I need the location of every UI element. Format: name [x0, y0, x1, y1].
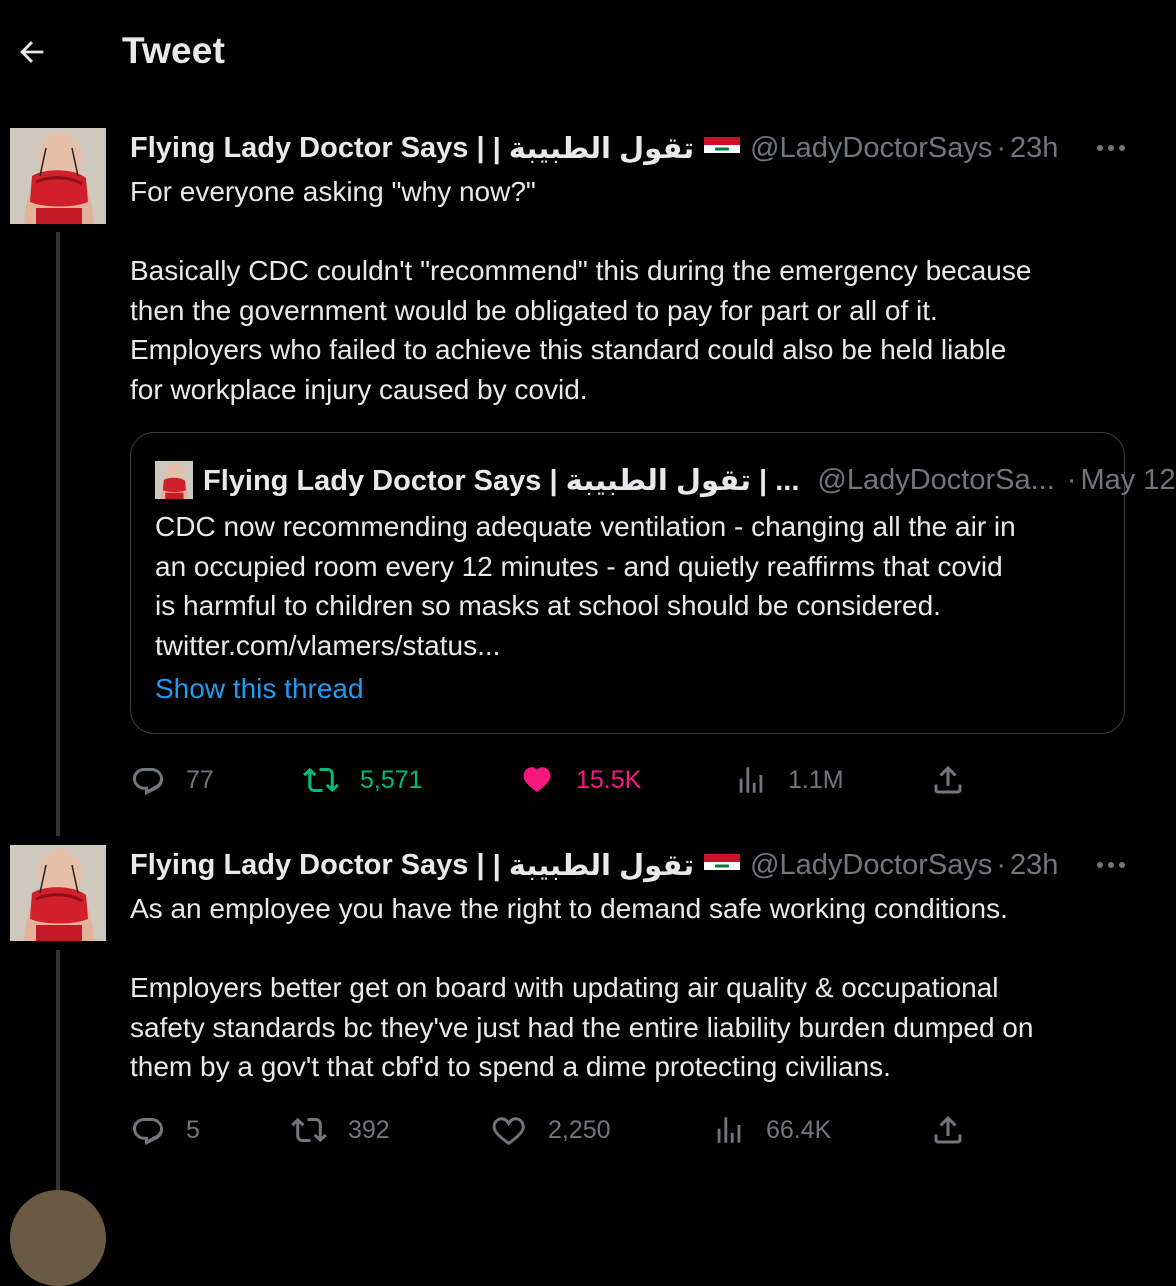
reply-count: 77 [186, 765, 214, 794]
like-button[interactable] [518, 758, 641, 802]
quoted-author-name: Flying Lady Doctor Says | تقول الطبيبة | ... [203, 464, 800, 497]
tweet-text-line: them by a gov't that cbf'd to spend a dime protecting civilians. [130, 1051, 891, 1082]
retweet-icon [290, 1112, 328, 1148]
tweet-text-line: Employers better get on board with updating air quality & occupational [130, 972, 999, 1003]
more-icon [1096, 144, 1126, 152]
tweet-text [130, 172, 1130, 409]
avatar[interactable] [10, 128, 106, 224]
author-name[interactable]: Flying Lady Doctor Says | [130, 848, 485, 881]
back-arrow-icon [15, 35, 49, 69]
tweet-actions [130, 1108, 1130, 1152]
back-button[interactable] [14, 34, 50, 70]
like-button[interactable] [490, 1108, 611, 1152]
avatar[interactable] [10, 845, 106, 941]
views-icon [712, 1113, 746, 1147]
iraq-flag-icon [704, 853, 740, 877]
tweet-text-line: for workplace injury caused by covid. [130, 373, 588, 405]
like-count: 15.5K [576, 765, 642, 794]
page-title: Tweet [122, 30, 226, 71]
next-tweet-avatar[interactable] [10, 1190, 106, 1286]
quoted-timestamp: May 12 [1080, 463, 1176, 496]
retweet-icon [302, 762, 340, 798]
views-button[interactable] [734, 758, 844, 802]
thread-line [56, 232, 60, 836]
quoted-author-handle: @LadyDoctorSa... [817, 463, 1055, 496]
iraq-flag-icon [704, 136, 740, 160]
quoted-text-line: is harmful to children so masks at school should be considered. [155, 590, 941, 621]
author-handle[interactable]: @LadyDoctorSays [750, 131, 993, 164]
tweet-text-line: safety standards bc they've just had the entire liability burden dumped on [130, 1011, 1034, 1043]
reply-count: 5 [186, 1115, 200, 1144]
separator-dot: · [1066, 463, 1077, 496]
share-button[interactable] [930, 758, 986, 802]
timestamp[interactable]: 23h [1010, 131, 1059, 164]
quoted-tweet-text [155, 507, 1105, 665]
author-name-arabic[interactable]: تقول الطبيبة | [492, 132, 695, 165]
quoted-tweet[interactable] [130, 432, 1176, 734]
views-count: 66.4K [766, 1115, 832, 1144]
retweet-count: 392 [348, 1115, 390, 1144]
like-count: 2,250 [548, 1115, 611, 1144]
quoted-text-line: CDC now recommending adequate ventilation - changing all the air in [155, 511, 1016, 542]
quoted-text-line: an occupied room every 12 minutes - and quietly reaffirms that covid [155, 550, 1003, 582]
timestamp[interactable]: 23h [1010, 848, 1059, 881]
separator-dot: · [996, 131, 1006, 164]
paragraph-gap [130, 212, 1130, 252]
thread-line [56, 950, 60, 1190]
quoted-avatar [155, 461, 193, 499]
quoted-tweet-header [155, 460, 1176, 500]
show-thread-link[interactable]: Show this thread [155, 673, 364, 704]
more-icon [1096, 861, 1126, 869]
tweet-text-line: then the government would be obligated to pay for part or all of it. [130, 294, 938, 326]
like-icon [490, 1112, 528, 1148]
share-icon [930, 1112, 966, 1148]
header [0, 0, 1149, 105]
tweet-actions [130, 758, 1130, 802]
tweet-text-line: Basically CDC couldn't "recommend" this during the emergency because [130, 255, 1032, 286]
share-button[interactable] [930, 1108, 986, 1152]
share-icon [930, 762, 966, 798]
views-count: 1.1M [788, 765, 844, 794]
tweet-text-line: Employers who failed to achieve this standard could also be held liable [130, 334, 1007, 365]
separator-dot: · [996, 848, 1006, 881]
paragraph-gap [130, 929, 1130, 969]
like-icon [518, 762, 556, 798]
tweet-header [130, 845, 1058, 885]
views-icon [734, 763, 768, 797]
tweet-header [130, 128, 1058, 168]
tweet-text-line: For everyone asking "why now?" [130, 176, 536, 207]
author-name-arabic[interactable]: تقول الطبيبة | [492, 849, 695, 882]
author-handle[interactable]: @LadyDoctorSays [750, 848, 993, 881]
more-button[interactable] [1094, 850, 1128, 880]
reply-button[interactable] [130, 758, 214, 802]
tweet-text-line: As an employee you have the right to demand safe working conditions. [130, 893, 1008, 924]
retweet-count: 5,571 [360, 765, 423, 794]
views-button[interactable] [712, 1108, 831, 1152]
reply-icon [130, 762, 166, 798]
retweet-button[interactable] [290, 1108, 390, 1152]
more-button[interactable] [1094, 133, 1128, 163]
author-name[interactable]: Flying Lady Doctor Says | [130, 131, 485, 164]
tweet-text [130, 889, 1130, 1087]
reply-button[interactable] [130, 1108, 200, 1152]
retweet-button[interactable] [302, 758, 423, 802]
reply-icon [130, 1112, 166, 1148]
quoted-text-line: twitter.com/vlamers/status... [155, 629, 501, 661]
